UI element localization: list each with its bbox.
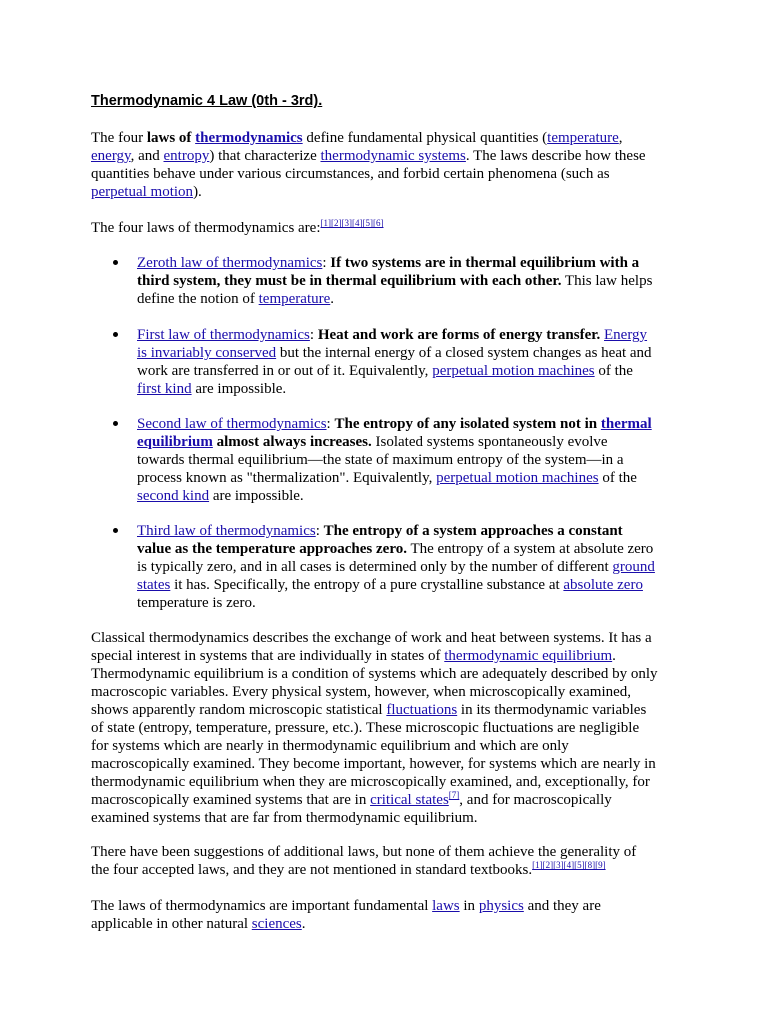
text: macroscopically examined systems that are in [91,792,371,808]
link-thermodynamic-equilibrium[interactable]: thermodynamic equilibrium [444,648,613,664]
link-fluctuations[interactable]: fluctuations [386,702,458,718]
link-thermodynamics[interactable]: thermodynamics [195,130,303,146]
text: but the internal energy of a closed system changes as heat and [276,345,652,361]
text-line: for systems which are nearly in thermodynamic equilibrium and which are only [91,738,569,754]
link-perpetual-motion-machines[interactable]: perpetual motion machines [432,363,595,379]
link-temperature[interactable]: temperature [547,130,619,146]
link-second-law[interactable]: Second law of thermodynamics [137,416,327,432]
text: applicable in other natural [91,916,252,932]
text: work are transferred in or out of it. Equivalently, [137,363,433,379]
text: the four accepted laws, and they are not mentioned in standard textbooks. [91,862,533,878]
text: Isolated systems spontaneously evolve [371,434,608,450]
bold-text: value as the temperature approaches zero. [137,541,407,557]
list-item-second-law: Second law of thermodynamics: The entropy of any isolated system not in thermal equilibrium almost always increases. Isolated systems spontaneously evolve towards thermal equilibrium—the state of maximum entropy of the system—in a process known as "thermalization". Equivalently, perpetual motion machines of the second kind are impossible. [137,415,677,505]
text-line: temperature is zero. [137,595,256,611]
link-zeroth-law[interactable]: Zeroth law of thermodynamics [137,255,323,271]
text: and they are [523,898,601,914]
text: of the [594,363,633,379]
link-thermal[interactable]: thermal [600,416,652,432]
bold-text: Heat and work are forms of energy transfer. [317,327,601,343]
text: in [459,898,479,914]
link-laws[interactable]: laws [432,898,460,914]
link-ground-states[interactable]: ground [612,559,655,575]
text-line: of state (entropy, temperature, pressure, etc.). These microscopic fluctuations are negligible [91,720,640,736]
link-perpetual-motion-machines[interactable]: perpetual motion machines [436,470,599,486]
bold-text: laws of [146,130,196,146]
text: . The laws describe how these [465,148,646,164]
additional-laws-paragraph [91,843,683,879]
link-third-law[interactable]: Third law of thermodynamics [137,523,316,539]
text: define the notion of [137,291,259,307]
reference-links[interactable]: [1][2][3][4][5][6] [320,218,384,228]
text: shows apparently random microscopic statistical [91,702,387,718]
list-item-first-law: First law of thermodynamics: Heat and work are forms of energy transfer. Energy is invariably conserved but the internal energy of a closed system changes as heat and work are transferred in or out of it. Equivalently, perpetual motion machines of the first kind are impossible. [137,326,677,398]
text-line: macroscopic variables. Every physical system, however, when microscopically examined, [91,684,632,700]
link-energy-conserved[interactable]: is invariably conserved [137,345,277,361]
bullet-icon [113,528,118,533]
text: This law helps [561,273,653,289]
text: are impossible. [191,381,287,397]
four-laws-intro [91,219,683,237]
text: of the [598,470,637,486]
link-first-kind[interactable]: first kind [137,381,192,397]
link-energy[interactable]: energy [91,148,131,164]
text: The laws of thermodynamics are important fundamental [91,898,433,914]
reference-link[interactable]: [7] [448,790,460,800]
bold-text: The entropy of a system approaches a constant [323,523,623,539]
text-line: macroscopically examined. They become important, however, for systems which are nearly in [91,756,656,772]
link-physics[interactable]: physics [478,898,524,914]
classical-paragraph [91,629,683,827]
text: The four laws of thermodynamics are: [91,220,321,236]
text: are impossible. [209,488,304,504]
text: special interest in systems that are individually in states of [91,648,445,664]
link-sciences[interactable]: sciences [251,916,302,932]
link-thermodynamic-systems[interactable]: thermodynamic systems [320,148,466,164]
list-item-zeroth-law: Zeroth law of thermodynamics: If two systems are in thermal equilibrium with a third system, they must be in thermal equilibrium with each other. This law helps define the notion of temperature. [137,254,677,308]
text: . [301,916,306,932]
link-first-law[interactable]: First law of thermodynamics [137,327,310,343]
text: The four [91,130,147,146]
text: it has. Specifically, the entropy of a pure crystalline substance at [170,577,564,593]
text-line: Classical thermodynamics describes the exchange of work and heat between systems. It has a [91,630,652,646]
text-line: quantities behave under various circumstances, and forbid certain phenomena (such as [91,166,610,182]
bold-text: third system, they must be in thermal equilibrium with each other. [137,273,562,289]
link-equilibrium[interactable]: equilibrium [137,434,213,450]
text: , [618,130,623,146]
link-entropy[interactable]: entropy [163,148,210,164]
text-line: towards thermal equilibrium—the state of maximum entropy of the system—in a [137,452,624,468]
link-perpetual-motion[interactable]: perpetual motion [91,184,194,200]
list-item-third-law: Third law of thermodynamics: The entropy of a system approaches a constant value as the temperature approaches zero. The entropy of a system at absolute zero is typically zero, and in all cases is determined only by the number of different ground states it has. Specifically, the entropy of a pure crystalline substance at absolute zero temperature is zero. [137,522,677,612]
text: , and for macroscopically [459,792,612,808]
bullet-icon [113,421,118,426]
text: ) that characterize [209,148,321,164]
link-ground-states[interactable]: states [137,577,171,593]
text-line: Thermodynamic equilibrium is a condition of systems which are adequately described by only [91,666,658,682]
reference-links[interactable]: [1][2][3][4][5][8][9] [532,860,606,870]
text: , and [130,148,164,164]
bold-text: If two systems are in thermal equilibrium with a [330,255,640,271]
bold-text: The entropy of any isolated system not in [334,416,601,432]
bold-text: almost always increases. [212,434,372,450]
bullet-icon [113,332,118,337]
link-absolute-zero[interactable]: absolute zero [563,577,643,593]
bullet-icon [113,260,118,265]
text: define fundamental physical quantities ( [302,130,548,146]
text-line: There have been suggestions of additional laws, but none of them achieve the generality of [91,844,637,860]
text: is typically zero, and in all cases is determined only by the number of different [137,559,613,575]
text: ). [193,184,202,200]
text: in its thermodynamic variables [457,702,647,718]
text: process known as "thermalization". Equivalently, [137,470,437,486]
link-energy[interactable]: Energy [604,327,648,343]
link-temperature[interactable]: temperature [258,291,331,307]
text: . [330,291,335,307]
final-paragraph [91,897,683,933]
intro-paragraph [91,129,683,201]
text-line: examined systems that are far from thermodynamic equilibrium. [91,810,478,826]
page-title: Thermodynamic 4 Law (0th - 3rd). [91,93,323,109]
link-critical-states[interactable]: critical states [370,792,449,808]
link-second-kind[interactable]: second kind [137,488,210,504]
text-line: thermodynamic equilibrium when they are microscopically examined, and, exceptionally, for [91,774,650,790]
text: The entropy of a system at absolute zero [406,541,654,557]
text: . [612,648,616,664]
